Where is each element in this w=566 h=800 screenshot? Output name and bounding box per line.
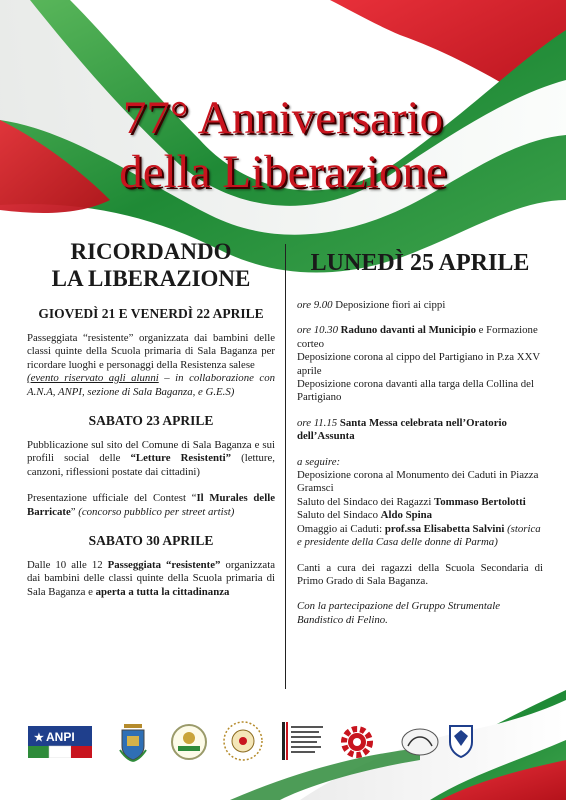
- title-line-2: della Liberazione: [119, 146, 447, 198]
- time-9-00: ore 9.00: [297, 299, 333, 311]
- apr30-pre: Dalle 10 alle 12: [27, 559, 108, 572]
- apr21-note: [27, 372, 275, 399]
- event-11-15: [297, 417, 543, 444]
- event-10-30-rest: e Formazione corteo: [297, 324, 538, 350]
- gear-logo: [340, 725, 374, 759]
- apr23-p1-post: (letture, canzoni, riflessioni postate dai cittadini): [27, 452, 275, 478]
- right-heading: LUNEDÌ 25 APRILE: [310, 250, 530, 276]
- apr23-p1-pre: Pubblicazione sul sito del Comune di Sala Baganza e sui profili social delle: [27, 439, 275, 465]
- follow-item-4-bold: prof.ssa Elisabetta Salvini: [384, 522, 505, 535]
- event-10-30-bold: Raduno davanti al Municipio: [337, 324, 476, 337]
- follow-item-1: Deposizione corona al Monumento dei Caduti in Piazza Gramsci: [297, 469, 539, 495]
- letture-resistenti: “Letture Resistenti”: [130, 452, 231, 465]
- istituto-storico-logo: [282, 722, 326, 760]
- event-10-30-line-3: Deposizione corona davanti alla targa della Collina del Partigiano: [297, 378, 534, 404]
- follow-item-3-bold: Aldo Spina: [380, 509, 432, 522]
- section-heading-apr21: GIOVEDÌ 21 E VENERDÌ 22 APRILE: [38, 306, 264, 321]
- event-10-30-line-2: Deposizione corona al cippo del Partigiano in P.za XXV aprile: [297, 351, 540, 377]
- time-11-15: ore 11.15: [297, 416, 338, 429]
- murales-contest: Il Murales delle Barricate: [27, 492, 275, 518]
- follow-item-3: [297, 509, 543, 522]
- follow-item-2-bold: Tommaso Bertolotti: [434, 495, 526, 508]
- apr21-note-rest: – in collaborazione con A.N.A, ANPI, sezione di Sala Baganza, e G.E.S): [27, 372, 275, 398]
- apr30-paragraph: [27, 559, 275, 599]
- right-column: [297, 250, 543, 627]
- svg-text:★: ★: [34, 732, 44, 744]
- event-9-00: [297, 299, 543, 312]
- round-badge-logo-1: [170, 723, 208, 761]
- follow-item-3-pre: Saluto del Sindaco: [297, 509, 381, 522]
- follow-item-2: [297, 496, 543, 509]
- event-10-30: [297, 324, 543, 351]
- apr23-p2-pre: Presentazione ufficiale del Contest “: [27, 492, 197, 505]
- event-11-15-bold: Santa Messa celebrata nell’Oratorio dell’Assunta: [297, 416, 507, 443]
- logos-row: [0, 708, 566, 778]
- title-line-1: 77° Anniversario: [122, 92, 444, 144]
- canti-text: Canti a cura dei ragazzi della Scuola Secondaria di Primo Grado di Sala Baganza.: [297, 561, 543, 587]
- apr30-mid: organizzata dai bambini delle classi quinte della Scuola primaria di Sala Baganza e: [27, 559, 275, 598]
- apr23-paragraph-2: [27, 492, 275, 519]
- apr23-paragraph-1: [27, 439, 275, 479]
- column-divider: [285, 244, 286, 689]
- anpi-logo: [28, 726, 92, 758]
- follow-item-4: [297, 523, 543, 550]
- left-heading-1: RICORDANDO: [70, 239, 232, 264]
- follow-item-4-pre: Omaggio ai Caduti:: [297, 522, 385, 535]
- anpi-logo-text: ANPI: [46, 730, 75, 744]
- apr21-note-underlined: (evento riservato agli alunni: [27, 372, 159, 385]
- follow-label: a seguire:: [297, 455, 341, 468]
- follow-item-2-pre: Saluto del Sindaco dei Ragazzi: [297, 495, 435, 508]
- closing-text: Con la partecipazione del Gruppo Strumentale Bandistico di Felino.: [297, 600, 501, 626]
- section-heading-apr23: SABATO 23 APRILE: [88, 413, 214, 429]
- apr23-p2-italic: (concorso pubblico per street artist): [78, 505, 235, 518]
- alpini-logo: [400, 726, 440, 758]
- apr23-p2-mid: ”: [70, 505, 79, 518]
- apr30-bold-1: Passeggiata “resistente”: [107, 559, 221, 572]
- left-heading-2: LA LIBERAZIONE: [51, 266, 251, 291]
- time-10-30: ore 10.30: [297, 324, 338, 337]
- comune-coat-of-arms: [118, 720, 148, 762]
- event-9-00-text: Deposizione fiori ai cippi: [332, 299, 446, 311]
- eagle-shield-logo: [446, 722, 476, 760]
- section-heading-apr30: SABATO 30 APRILE: [88, 533, 214, 549]
- apr30-bold-2: aperta a tutta la cittadinanza: [95, 585, 230, 598]
- round-badge-logo-2: [222, 720, 264, 762]
- follow-item-4-italic: (storica e presidente della Casa delle donne di Parma): [297, 522, 541, 549]
- apr21-text: Passeggiata “resistente” organizzata dai bambini delle classi quinte della Scuola primaria di Sala Baganza per ricordare luoghi e personaggi della Resistenza salese: [27, 332, 275, 371]
- left-column: [27, 238, 275, 599]
